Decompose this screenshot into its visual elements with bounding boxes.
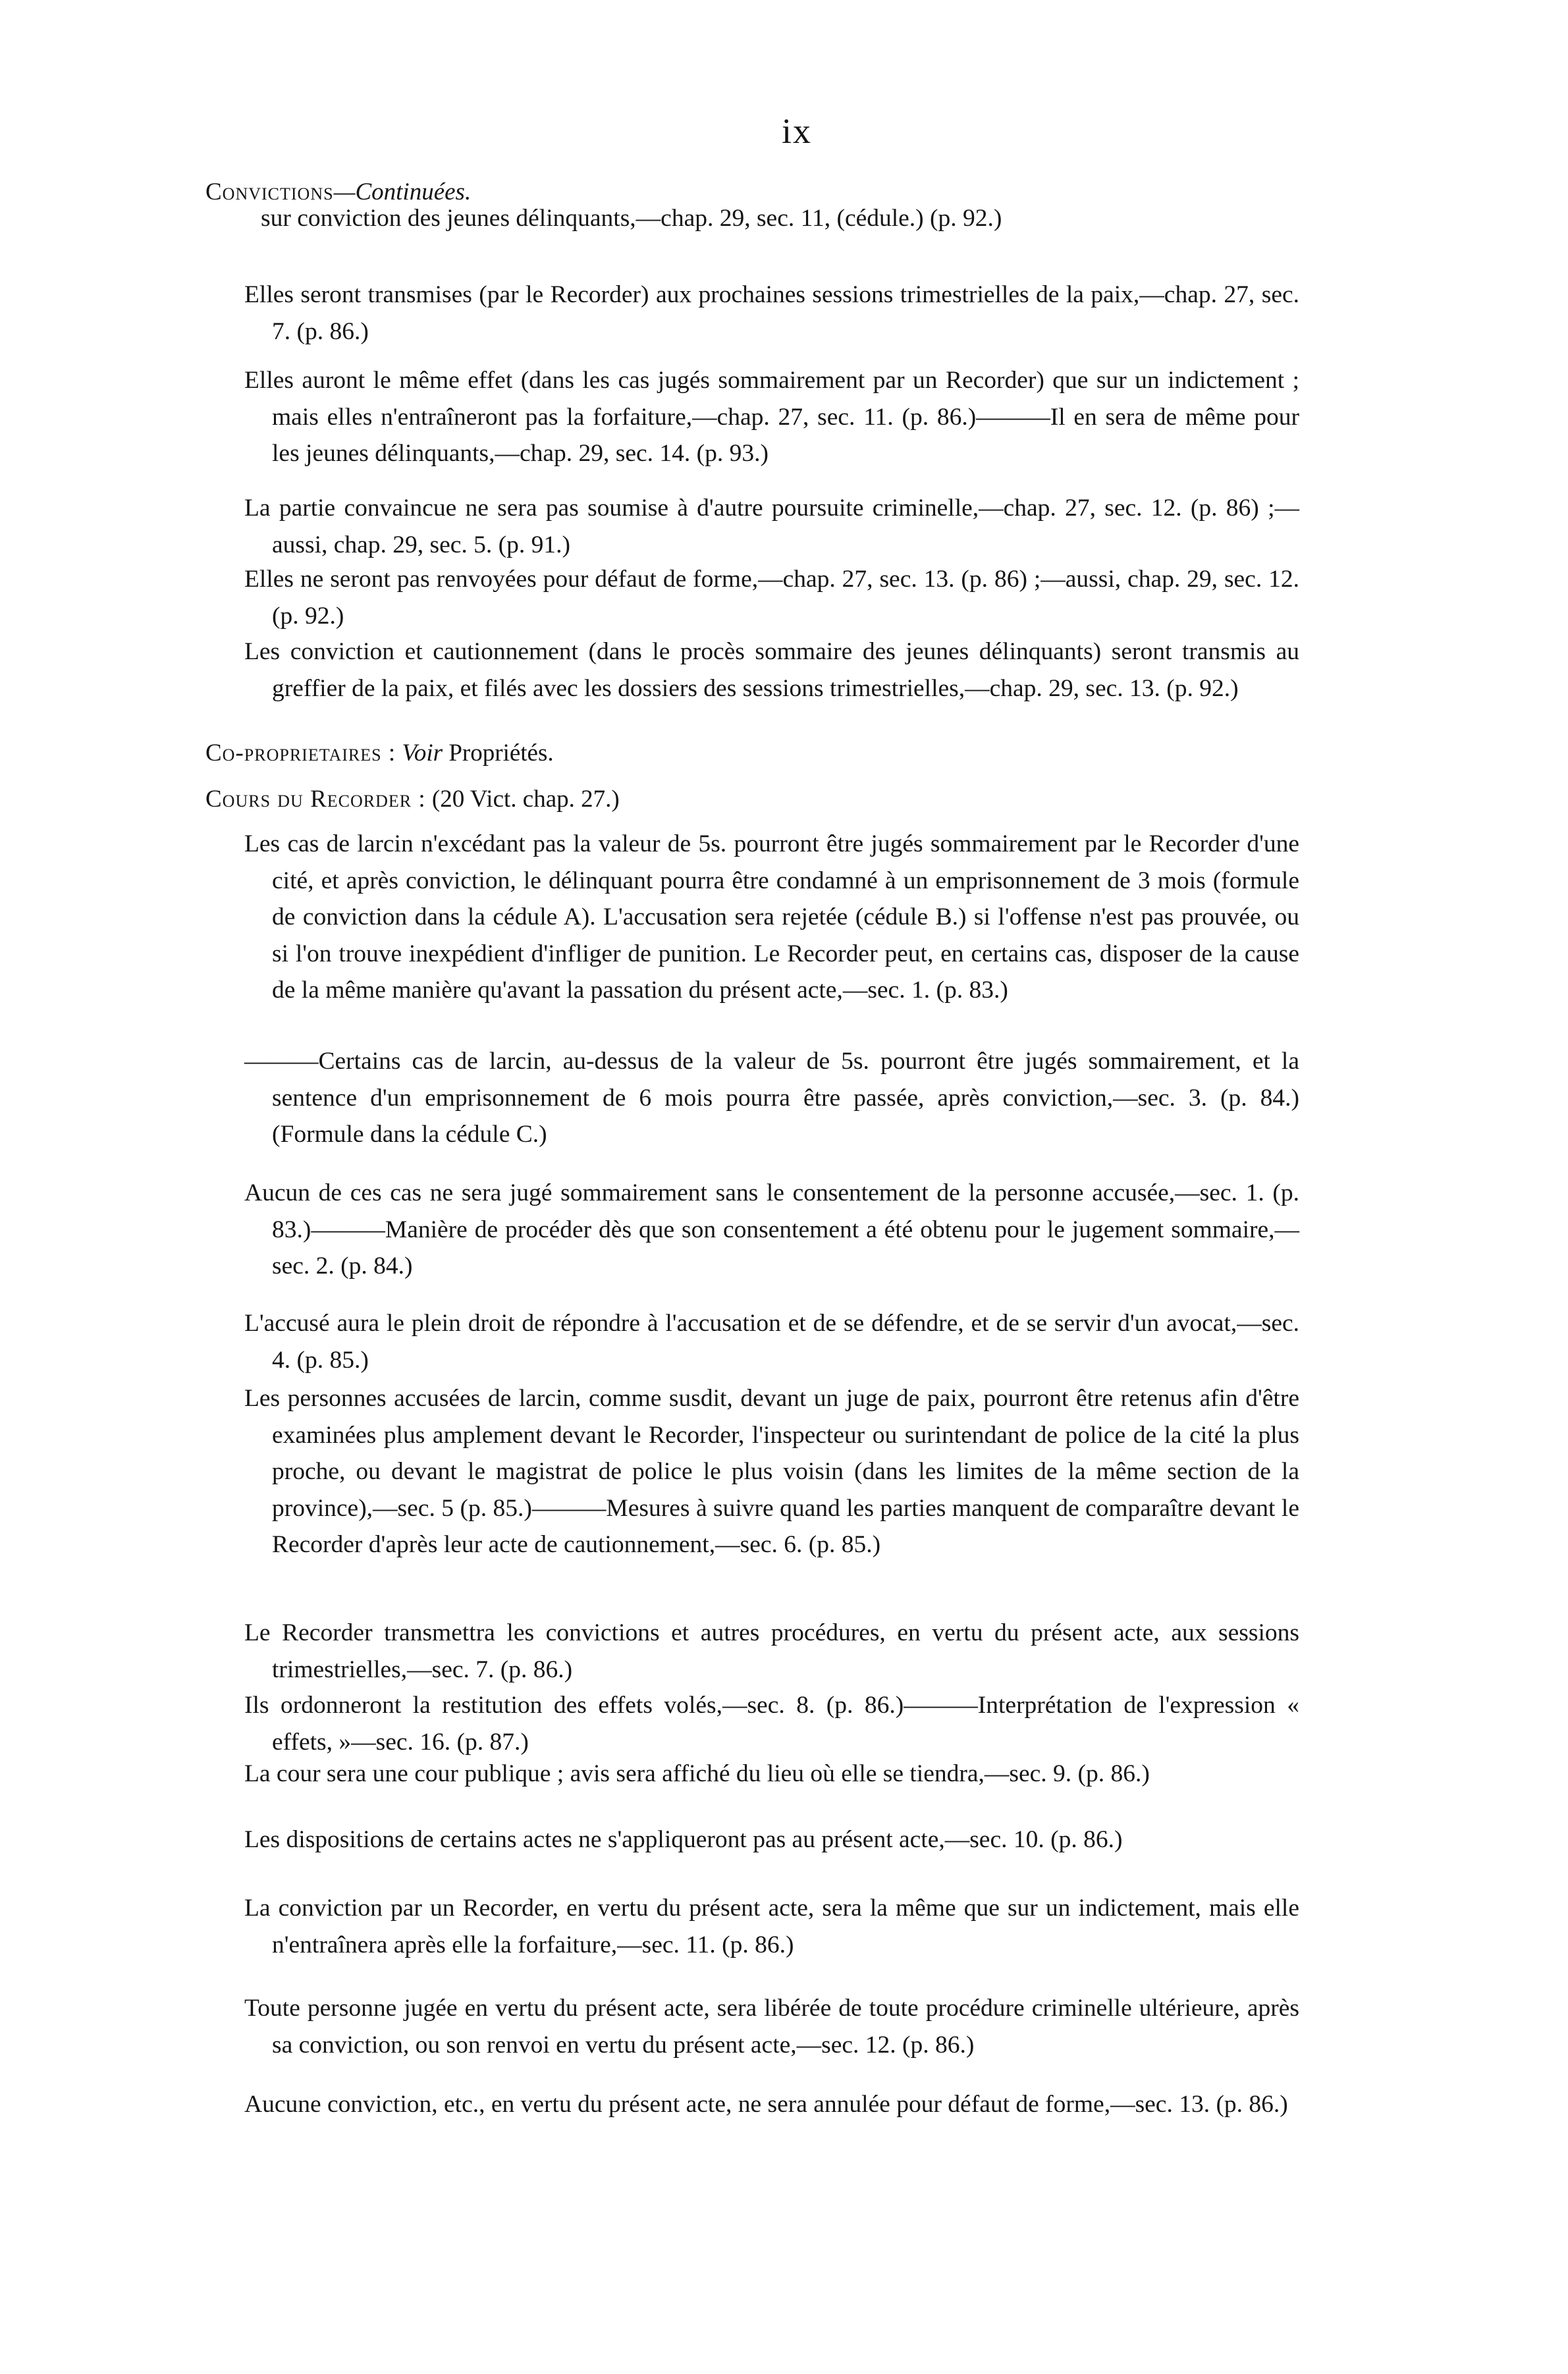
recorder-entry: L'accusé aura le plein droit de répondre à l'accusation et de se défendre, et de se servir d'un avocat,—sec. 4. (p. 85.) bbox=[244, 1310, 1299, 1374]
recorder-entry: Toute personne jugée en vertu du présent acte, sera libérée de toute procédure criminelle ultérieure, après sa conviction, ou son renvoi en vertu du présent acte,—sec. 12. (p. 86.) bbox=[244, 1995, 1299, 2059]
convictions-entry: Les conviction et cautionnement (dans le procès sommaire des jeunes délinquants) seront transmis au greffier de la paix, et filés avec les dossiers des sessions trimestrielles,—chap. 29, sec. 13. (p. 92.) bbox=[244, 638, 1299, 702]
recorder-entry: Aucune conviction, etc., en vertu du présent acte, ne sera annulée pour défaut de forme,—sec. 13. (p. 86.) bbox=[244, 2091, 1288, 2118]
coproprietaires-heading bbox=[205, 734, 554, 773]
recorder-entry: ———Certains cas de larcin, au-dessus de la valeur de 5s. pourront être jugés sommairement, et la sentence d'un emprisonnement de 6 mois pourra être passée, après conviction,—sec. 3. (p. 84.) (Formule dans la cédule C.) bbox=[244, 1048, 1299, 1148]
recorder-entry: Les dispositions de certains actes ne s'appliqueront pas au présent acte,—sec. 10. (p. 86.) bbox=[244, 1826, 1123, 1853]
convictions-heading-title: Convictions bbox=[205, 178, 334, 205]
recorder-entry: Ils ordonneront la restitution des effets volés,—sec. 8. (p. 86.)———Interprétation de l'expression « effets, »—sec. 16. (p. 87.) bbox=[244, 1692, 1299, 1756]
recorder-entry: La cour sera une cour publique ; avis sera affiché du lieu où elle se tiendra,—sec. 9. (p. 86.) bbox=[244, 1760, 1150, 1787]
recorder-entry: Les cas de larcin n'excédant pas la valeur de 5s. pourront être jugés sommairement par le Recorder d'une cité, et après conviction, le délinquant pourra être condamné à un emprisonnement de 3 mois (formule de conviction dans la cédule A). L'accusation sera rejetée (cédule B.) si l'offense n'est pas prouvée, ou si l'on trouve inexpédient d'infliger de punition. Le Recorder peut, en certains cas, disposer de la cause de la même manière qu'avant la passation du présent acte,—sec. 1. (p. 83.) bbox=[244, 830, 1299, 1004]
recorder-entry: Le Recorder transmettra les convictions et autres procédures, en vertu du présent acte, aux sessions trimestrielles,—sec. 7. (p. 86.) bbox=[244, 1619, 1299, 1683]
cours-du-recorder-heading-title: Cours du Recorder : bbox=[205, 786, 426, 813]
coproprietaires-voir: Voir bbox=[402, 740, 443, 767]
cours-du-recorder-statute: (20 Vict. chap. 27.) bbox=[431, 786, 620, 813]
coproprietaires-heading-title: Co-proprietaires : bbox=[205, 740, 396, 767]
convictions-heading-suffix: —Continuées. bbox=[333, 178, 472, 205]
coproprietaires-reference: Propriétés. bbox=[448, 740, 554, 767]
convictions-continuation: sur conviction des jeunes délinquants,—chap. 29, sec. 11, (cédule.) (p. 92.) bbox=[261, 205, 1002, 232]
convictions-entry: Elles seront transmises (par le Recorder) aux prochaines sessions trimestrielles de la paix,—chap. 27, sec. 7. (p. 86.) bbox=[244, 281, 1299, 345]
recorder-entry: Les personnes accusées de larcin, comme susdit, devant un juge de paix, pourront être retenus afin d'être examinées plus amplement devant le Recorder, l'inspecteur ou surintendant de police de la cité la plus proche, ou devant le magistrat de police le plus voisin (dans les limites de la même section de la province),—sec. 5 (p. 85.)———Mesures à suivre quand les parties manquent de comparaître devant le Recorder d'après leur acte de cautionnement,—sec. 6. (p. 85.) bbox=[244, 1385, 1299, 1558]
convictions-entry: Elles ne seront pas renvoyées pour défaut de forme,—chap. 27, sec. 13. (p. 86) ;—aussi, chap. 29, sec. 12. (p. 92.) bbox=[244, 566, 1299, 630]
convictions-entry: Elles auront le même effet (dans les cas jugés sommairement par un Recorder) que sur un indictement ; mais elles n'entraîneront pas la forfaiture,—chap. 27, sec. 11. (p. 86.)———Il en sera de même pour les jeunes délinquants,—chap. 29, sec. 14. (p. 93.) bbox=[244, 367, 1299, 467]
convictions-entry: La partie convaincue ne sera pas soumise à d'autre poursuite criminelle,—chap. 27, sec. 12. (p. 86) ;—aussi, chap. 29, sec. 5. (p. 91.) bbox=[244, 495, 1299, 558]
recorder-entry: La conviction par un Recorder, en vertu du présent acte, sera la même que sur un indictement, mais elle n'entraînera après elle la forfaiture,—sec. 11. (p. 86.) bbox=[244, 1895, 1299, 1958]
page-number: ix bbox=[781, 111, 812, 151]
recorder-entry: Aucun de ces cas ne sera jugé sommairement sans le consentement de la personne accusée,—sec. 1. (p. 83.)———Manière de procéder dès que son consentement a été obtenu pour le jugement sommaire,—sec. 2. (p. 84.) bbox=[244, 1179, 1299, 1280]
cours-du-recorder-heading bbox=[205, 780, 620, 819]
